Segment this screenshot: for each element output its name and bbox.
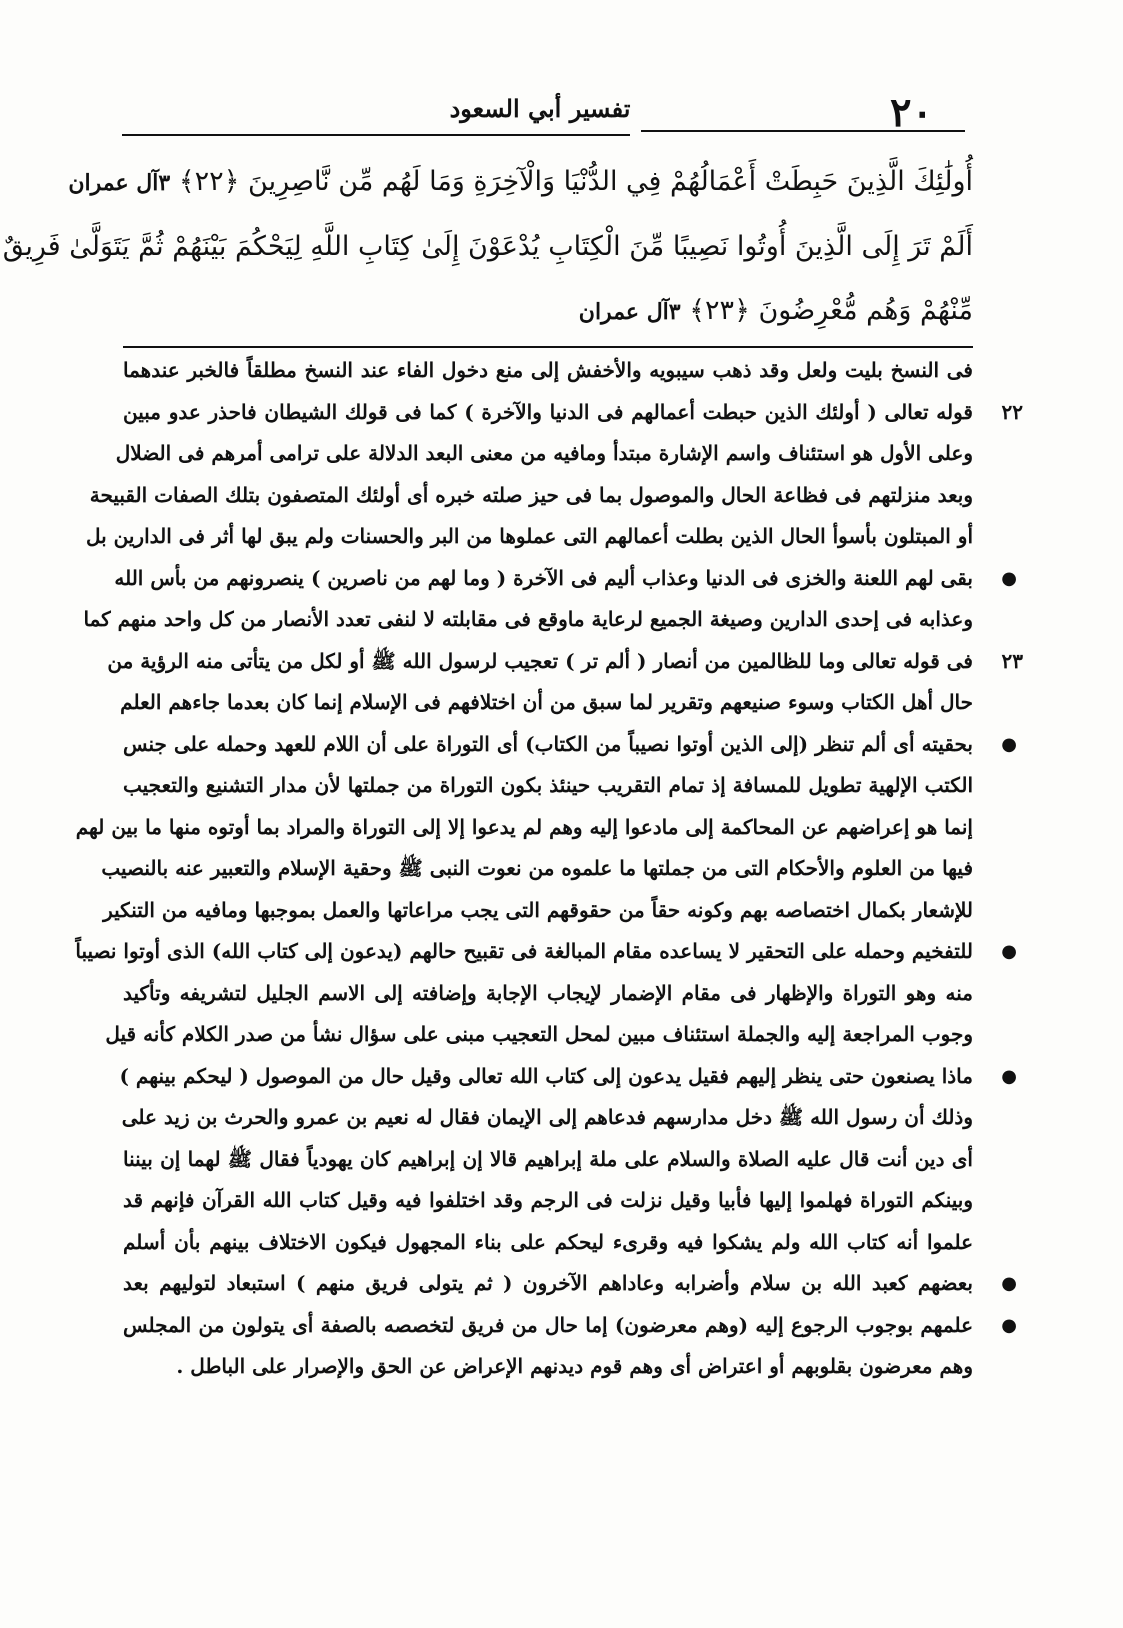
bullet-marker: ● xyxy=(1001,1065,1017,1087)
line-text: إنما هو إعراضهم عن المحاكمة إلى مادعوا إليه وهم لم يدعوا إلا إلى التوراة والمراد بما أوتوه منها ما بين لهم xyxy=(75,814,973,839)
commentary-line xyxy=(83,599,973,641)
commentary-line xyxy=(123,973,973,1015)
verse-text: مِّنْهُمْ وَهُم مُّعْرِضُونَ ﴿٢٣﴾ xyxy=(689,295,973,326)
bullet-marker: ● xyxy=(1001,733,1017,755)
commentary-line xyxy=(123,724,1017,766)
header-rule-right xyxy=(641,130,965,132)
commentary-line xyxy=(123,765,973,807)
commentary-line xyxy=(123,350,973,392)
commentary-line xyxy=(123,1097,973,1139)
line-text: بقى لهم اللعنة والخزى فى الدنيا وعذاب أليم فى الآخرة ( وما لهم من ناصرين ) ينصرونهم من بأس الله xyxy=(114,565,973,590)
line-text: علمهم بوجوب الرجوع إليه (وهم معرضون) إما حال من فريق لتخصصه بالصفة أى يتولون من المجلس xyxy=(123,1312,973,1337)
verse-line xyxy=(68,150,973,215)
commentary-line xyxy=(107,641,1023,683)
line-text: للتفخيم وحمله على التحقير لا يساعده مقام المبالغة فى تقبيح حالهم (يدعون إلى كتاب الله) الذى أوتوا نصيباً xyxy=(75,939,973,963)
line-text: وجوب المراجعة إليه والجملة استئناف مبين لمحل التعجيب مبنى على سؤال نشأ من صدر الكلام كأنه قيل xyxy=(105,1022,973,1046)
commentary-line xyxy=(120,682,973,724)
line-text: أو المبتلون بأسوأ الحال الذين بطلت أعمالهم التى عملوها من البر والحسنات ولم يبق لها أثر فى الدارين بل xyxy=(85,524,973,548)
line-text: ماذا يصنعون حتى ينظر إليهم فقيل يدعون إلى كتاب الله تعالى وقيل حال من الموصول ( ليحكم بينهم ) xyxy=(119,1063,973,1088)
line-text: وبعد منزلتهم فى فظاعة الحال والموصول بما فى حيز صلته خبره أى أولئك المتصفون بتلك الصفات القبيحة xyxy=(89,482,973,507)
commentary-text xyxy=(75,350,1023,1388)
bullet-marker: ● xyxy=(1001,1314,1017,1336)
commentary-line xyxy=(123,1346,973,1388)
line-text: منه وهو التوراة والإظهار فى مقام الإضمار لإيجاب الإجابة وإضافته إلى الاسم الجليل لتشريفه وتأكيد xyxy=(123,980,973,1005)
bullet-marker: ● xyxy=(1001,567,1017,589)
line-text: أى دين أنت قال عليه الصلاة والسلام على ملة إبراهيم قالا إن إبراهيم كان يهودياً فقال ﷺ لهما إن بيننا xyxy=(123,1146,973,1171)
quran-verses xyxy=(2,150,973,344)
bullet-marker: ● xyxy=(1001,941,1017,962)
line-text: فيها من العلوم والأحكام التى من جملتها ما علموه من نعوت النبى ﷺ وحقية الإسلام والتعبير عنه بالنصيب xyxy=(101,856,973,880)
line-text: وعذابه فى إحدى الدارين وصيغة الجميع لرعاية ماوقع فى مقابلته لا لنفى تعدد الأنصار من كل واحد منهم كما xyxy=(83,607,973,631)
commentary-line xyxy=(123,1180,973,1222)
commentary-line xyxy=(75,807,973,849)
commentary-line xyxy=(123,1222,973,1264)
commentary-line xyxy=(123,1263,1017,1305)
verse-text: أُولَٰئِكَ الَّذِينَ حَبِطَتْ أَعْمَالُهُمْ فِي الدُّنْيَا وَالْآخِرَةِ وَمَا لَهُم مِّن نَّاصِرِينَ ﴿٢٢﴾ xyxy=(178,166,973,197)
line-text: وذلك أن رسول الله ﷺ دخل مدارسهم فدعاهم إلى الإيمان فقال له نعيم بن عمرو والحرث بن زيد على xyxy=(121,1105,973,1129)
commentary-line xyxy=(105,1014,973,1056)
commentary-line xyxy=(123,392,1023,434)
line-text: للإشعار بكمال اختصاصه بهم وكونه حقاً من حقوقهم التى يجب مراعاتها والعمل بموجبها ومافيه من التنكير xyxy=(103,897,973,922)
verse-number-margin: ٢٣ xyxy=(1001,648,1023,673)
verse-number-margin: ٢٢ xyxy=(1001,399,1023,424)
commentary-line xyxy=(123,1139,973,1181)
commentary-line xyxy=(101,848,973,890)
line-text: وبينكم التوراة فهلموا إليها فأبيا وقيل نزلت فى الرجم وقد اختلفوا فيه وقيل كتاب الله القرآن فإنهم قد xyxy=(123,1188,973,1212)
commentary-line xyxy=(103,890,973,932)
sura-reference: ٣آل عمران xyxy=(68,170,171,196)
line-text: الكتب الإلهية تطويل للمسافة إذ تمام التقريب حينئذ بكون التوراة من جملتها لأن مدار التشنيع والتعجيب xyxy=(123,773,973,797)
commentary-line xyxy=(119,1056,1017,1098)
commentary-line xyxy=(115,433,973,475)
running-title: تفسير أبي السعود xyxy=(449,94,631,123)
line-text: علموا أنه كتاب الله ولم يشكوا فيه وقرىء ليحكم على بناء المجهول فيكون الاختلاف بينهم بأن أسلم xyxy=(123,1229,973,1254)
commentary-line xyxy=(114,558,1017,600)
line-text: حال أهل الكتاب وسوء صنيعهم وتقرير لما سبق من أن اختلافهم فى الإسلام إنما كان بعدما جاءهم العلم xyxy=(120,690,973,714)
verse-line xyxy=(123,279,973,344)
line-text: وعلى الأول هو استئناف واسم الإشارة مبتدأ ومافيه من معنى البعد الدلالة على ترامى أمرهم فى الضلال xyxy=(115,441,973,465)
commentary-line xyxy=(85,516,973,558)
line-text: قوله تعالى ( أولئك الذين حبطت أعمالهم فى الدنيا والآخرة ) كما فى قولك الشيطان فاحذر عدو مبين xyxy=(123,399,973,424)
line-text: وهم معرضون بقلوبهم أو اعتراض أى وهم قوم ديدنهم الإعراض عن الحق والإصرار على الباطل . xyxy=(176,1354,973,1378)
line-text: بعضهم كعبد الله بن سلام وأضرابه وعاداهم الآخرون ( ثم يتولى فريق منهم ) استبعاد لتوليهم بعد xyxy=(123,1271,973,1295)
verse-line xyxy=(2,215,973,279)
commentary-line xyxy=(89,475,973,517)
verse-text: أَلَمْ تَرَ إِلَى الَّذِينَ أُوتُوا نَصِيبًا مِّنَ الْكِتَابِ يُدْعَوْنَ إِلَىٰ كِتَابِ اللَّهِ لِيَحْكُمَ بَيْنَهُمْ ثُمَّ يَتَوَلَّىٰ فَرِيقٌ xyxy=(2,231,973,262)
commentary-line xyxy=(75,931,1017,973)
line-text: بحقيته أى ألم تنظر (إلى الذين أوتوا نصيباً من الكتاب) أى التوراة على أن اللام للعهد وحمله على جنس xyxy=(123,731,973,756)
line-text: فى قوله تعالى وما للظالمين من أنصار ( ألم تر ) تعجيب لرسول الله ﷺ أو لكل من يتأتى منه الرؤية من xyxy=(107,648,973,673)
sura-reference: ٣آل عمران xyxy=(578,299,681,325)
bullet-marker: ● xyxy=(1001,1273,1017,1294)
page-number: ٢٠ xyxy=(890,89,933,136)
header-rule-left xyxy=(122,134,630,136)
line-text: فى النسخ بليت ولعل وقد ذهب سيبويه والأخفش إلى منع دخول الفاء عند النسخ مطلقاً فالخبر عندهما xyxy=(123,358,973,382)
commentary-line xyxy=(123,1305,1017,1347)
section-divider xyxy=(123,346,973,348)
